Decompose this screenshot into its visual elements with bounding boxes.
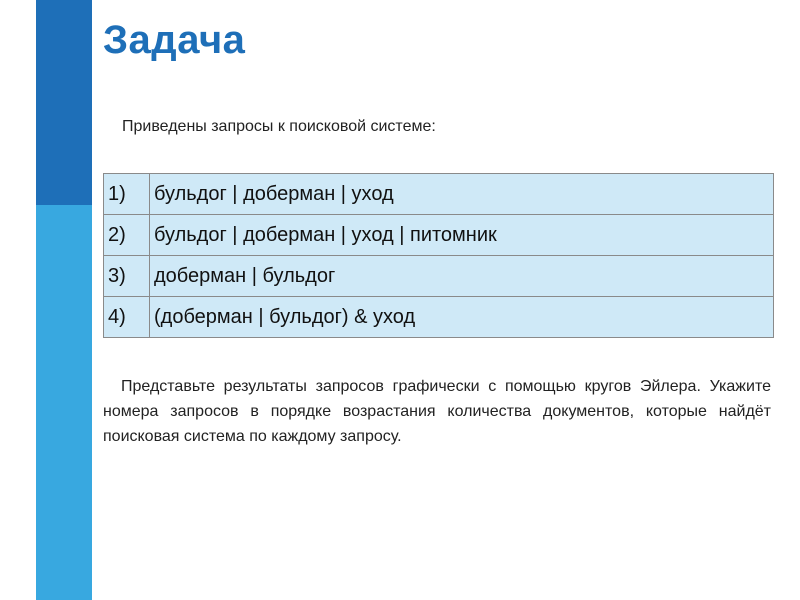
query-text: бульдог | доберман | уход [150,174,774,215]
query-number: 1) [104,174,150,215]
table-row [104,215,774,256]
intro-text: Приведены запросы к поисковой системе: [122,118,436,135]
query-number: 4) [104,297,150,338]
query-text: бульдог | доберман | уход | питомник [150,215,774,256]
query-number: 3) [104,256,150,297]
queries-table [103,173,774,338]
table-row [104,174,774,215]
slide-title: Задача [103,18,246,62]
side-bar-decoration [36,0,92,600]
query-number: 2) [104,215,150,256]
table-row [104,256,774,297]
query-text: доберман | бульдог [150,256,774,297]
side-bar-top-block [36,0,92,205]
table-row [104,297,774,338]
task-text: Представьте результаты запросов графически с помощью кругов Эйлера. Укажите номера запросов в порядке возрастания количества документов, которые найдёт поисковая система по каждому запросу. [103,378,771,445]
query-text: (доберман | бульдог) & уход [150,297,774,338]
